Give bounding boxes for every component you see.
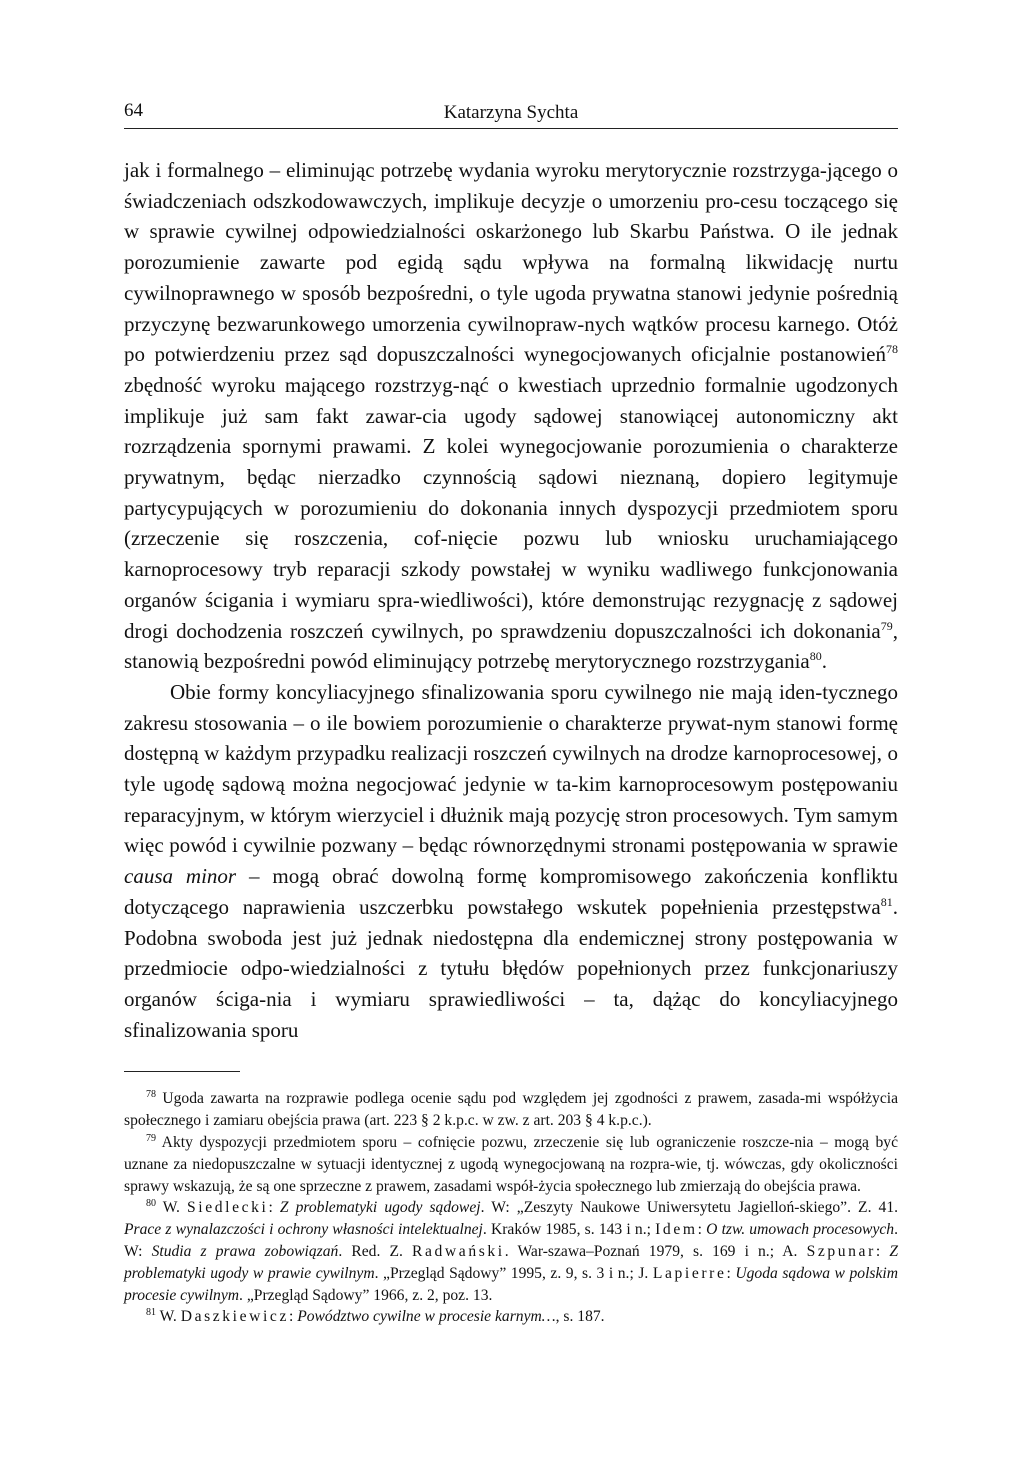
cited-title: Ugoda sądowa w polskim procesie cywilnym [124, 1264, 899, 1304]
footnote-ref-79[interactable]: 79 [880, 618, 893, 633]
footnote-80 [124, 1197, 898, 1306]
cited-title: Powództwo cywilne w procesie karnym… [297, 1308, 556, 1326]
paragraph-2 [124, 677, 898, 1045]
footnote-text: , s. 187. [555, 1308, 605, 1326]
cited-author: Siedlecki [187, 1199, 269, 1217]
footnote-81 [124, 1306, 898, 1328]
footnote-text: : [697, 1221, 707, 1239]
footnote-text: Ugoda zawarta na rozprawie podlega ocenie sądu pod względem jej zgodności z prawem, zasada-mi współżycia społecznego i zamiaru obejścia prawa (art. 223 § 2 k.p.c. w zw. z art. 203 § 4 k.p.c.). [124, 1090, 898, 1130]
footnote-text: : [268, 1199, 280, 1217]
footnote-79 [124, 1132, 898, 1197]
footnote-text: . Kraków 1985, s. 143 i n.; [482, 1221, 656, 1239]
footnote-text: W. [156, 1308, 181, 1326]
paragraph-1 [124, 155, 898, 677]
paragraph-2-text-b: – mogą obrać dowolną formę kompromisowego zakończenia konfliktu dotyczącego naprawienia uszczerbku powstałego wskutek popełnienia przestępstwa [124, 864, 898, 919]
paragraph-1-text-a: jak i formalnego – eliminując potrzebę wydania wyroku merytorycznie rozstrzyga-jącego o świadczeniach odszkodowawczych, implikuje decyzje o umorzeniu pro-cesu toczącego się w sprawie cywilnej odpowiedzialności oskarżonego lub Skarbu Państwa. O ile jednak porozumienie zawarte pod egidą sądu wpływa na formalną likwidację nurtu cywilnoprawnego w sposób bezpośredni, o tyle ugoda prywatna stanowi jedynie pośrednią przyczynę bezwarunkowego umorzenia cywilnopraw-nych wątków procesu karnego. Otóż po potwierdzeniu przez sąd dopuszczalności wynegocjowanych oficjalnie postanowień [124, 158, 898, 367]
footnote-ref-78[interactable]: 78 [886, 342, 898, 357]
paragraph-1-text-d: . [821, 649, 828, 674]
page-number: 64 [124, 100, 143, 121]
footnote-number: 80 [146, 1198, 156, 1210]
footnote-text: . War-szawa–Poznań 1979, s. 169 i n.; A. [504, 1242, 807, 1260]
cited-title: Z problematyki ugody w prawie cywilnym [124, 1242, 899, 1282]
running-head-author: Katarzyna Sychta [443, 102, 579, 123]
main-text [124, 155, 898, 1045]
paragraph-1-text-c: , stanowią bezpośredni powód eliminujący potrzebę merytorycznego rozstrzygania [124, 618, 898, 674]
footnote-text: Akty dyspozycji przedmiotem sporu – cofnięcie pozwu, zrzeczenie się lub ograniczenie roszcze-nia – mogą być uznane za niedopuszczalne w sytuacji identycznej z ugodą wynegocjowaną na rozpra-wie, tj. wówczas, gdy okoliczności sprawy wskazują, że są one sprzeczne z prawem, zasadami współ-życia społecznego lub zmierzają do obejścia prawa. [124, 1133, 898, 1195]
footnote-text: : [726, 1264, 736, 1282]
paragraph-2-italic-term: causa minor [124, 864, 237, 889]
cited-author: Lapierre [652, 1264, 727, 1282]
footnote-text: : [288, 1308, 298, 1326]
cited-author: Radwański [412, 1242, 505, 1260]
footnote-text: . W: [124, 1221, 898, 1260]
footnote-ref-81[interactable]: 81 [880, 894, 893, 909]
page [124, 100, 898, 1328]
footnote-text: : [875, 1242, 890, 1260]
cited-title: Z problematyki ugody sądowej [279, 1199, 481, 1217]
cited-author: Daszkiewicz [180, 1308, 289, 1326]
footnote-78 [124, 1088, 898, 1132]
footnote-number: 79 [146, 1132, 156, 1144]
cited-author: Idem [655, 1221, 698, 1239]
footnote-ref-80[interactable]: 80 [809, 649, 822, 664]
paragraph-2-text-a: Obie formy koncyliacyjnego sfinalizowania sporu cywilnego nie mają iden-tycznego zakresu stosowania – o ile bowiem porozumienie o charakterze prywat-nym stanowi formę dostępną w każdym przypadku realizacji roszczeń cywilnych na drodze karnoprocesowej, o tyle ugodę sądową można negocjować jedynie w ta-kim karnoprocesowym postępowaniu reparacyjnym, w którym wierzyciel i dłużnik mają pozycję stron procesowych. Tym samym więc powód i cywilnie pozwany – będąc równorzędnymi stronami postępowania w sprawie [124, 679, 898, 858]
footnote-text: . Red. Z. [338, 1242, 413, 1260]
footnote-separator [124, 1071, 240, 1072]
footnotes [124, 1088, 898, 1328]
footnote-text: . W: „Zeszyty Naukowe Uniwersytetu Jagielloń-skiego”. Z. 41. [480, 1199, 899, 1217]
cited-title: O tzw. umowach procesowych [706, 1221, 895, 1239]
footnote-number: 78 [146, 1089, 156, 1101]
paragraph-1-text-b: zbędność wyroku mającego rozstrzyg-nąć o kwestiach uprzednio formalnie ugodzonych implikuje już sam fakt zawar-cia ugody sądowej stanowiącej autonomiczny akt rozrządzenia spornymi prawami. Z kolei wynegocjowanie porozumienia o charakterze prywatnym, będąc nierzadko czynnością sądowi nieznaną, dopiero legitymuje partycypujących w porozumieniu do dokonania innych dyspozycji przedmiotem sporu (zrzeczenie się roszczenia, cof-nięcie pozwu lub wniosku uruchamiającego karnoprocesowy tryb reparacji szkody powstałej w wyniku wadliwego funkcjonowania organów ścigania i wymiaru spra-wiedliwości), które demonstrując rezygnację z sądowej drogi dochodzenia roszczeń cywilnych, po sprawdzeniu dopuszczalności ich dokonania [124, 372, 898, 643]
paragraph-2-text-c: . Podobna swoboda jest już jednak niedostępna dla endemicznej strony postępowania w przedmiocie odpo-wiedzialności z tytułu błędów popełnionych przez funkcjonariuszy organów ściga-nia i wymiaru sprawiedliwości – ta, dążąc do koncyliacyjnego sfinalizowania sporu [124, 894, 898, 1042]
footnote-text: W. [156, 1199, 188, 1217]
footnote-number: 81 [146, 1307, 156, 1319]
footnote-text: . „Przegląd Sądowy” 1966, z. 2, poz. 13. [239, 1286, 493, 1304]
cited-title: Prace z wynalazczości i ochrony własności intelektualnej [124, 1221, 483, 1239]
cited-title: Studia z prawa zobowiązań [151, 1242, 339, 1260]
footnote-text: . „Przegląd Sądowy” 1995, z. 9, s. 3 i n.; J. [374, 1264, 653, 1282]
running-header [124, 100, 898, 129]
cited-author: Szpunar [806, 1242, 876, 1260]
